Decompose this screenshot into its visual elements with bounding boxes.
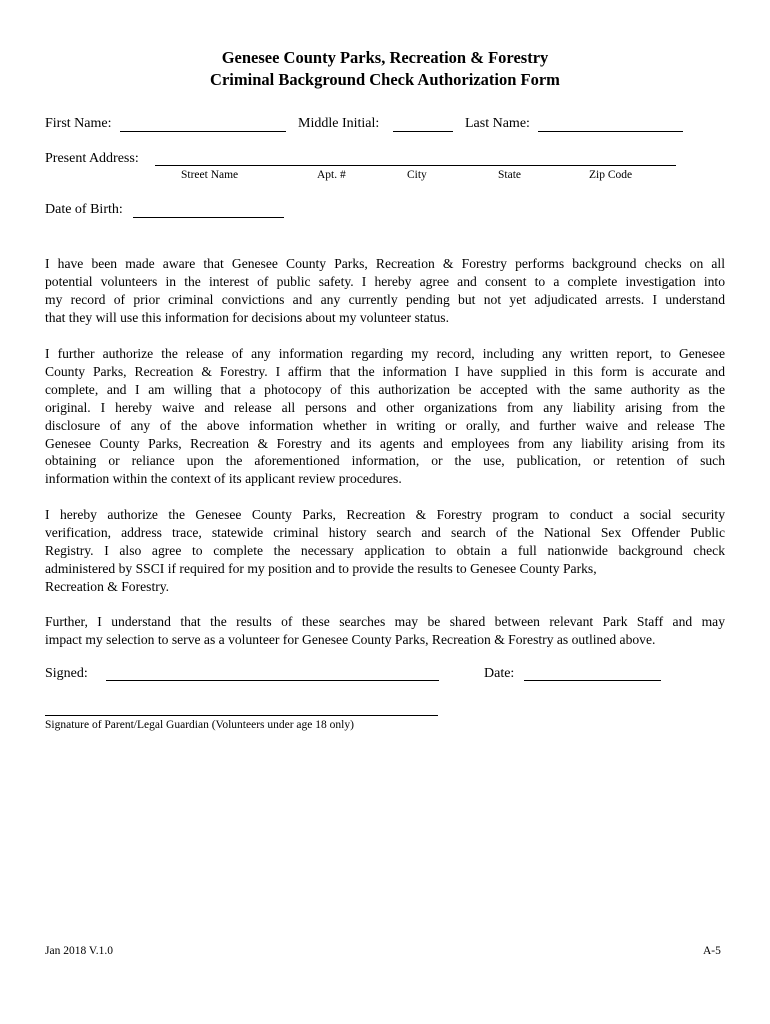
address-sublabel-state: State bbox=[498, 169, 521, 181]
paragraph-line: that they will use this information for decisions about my volunteer status. bbox=[45, 309, 449, 325]
date-label: Date: bbox=[484, 666, 515, 681]
paragraph-line: my record of prior criminal convictions and any currently pending but not yet adjudicated arrests. I understand bbox=[45, 291, 725, 307]
first-name-field[interactable] bbox=[120, 131, 286, 132]
address-sublabel-zip: Zip Code bbox=[589, 169, 633, 181]
paragraph-line: impact my selection to serve as a volunteer for Genesee County Parks, Recreation & Forestry as outlined above. bbox=[45, 631, 656, 647]
paragraph-line: administered by SSCI if required for my position and to provide the results to Genesee County Parks, bbox=[45, 560, 597, 576]
dob-label: Date of Birth: bbox=[45, 202, 123, 217]
address-sublabel-apt: Apt. # bbox=[317, 169, 346, 181]
footer-version: Jan 2018 V.1.0 bbox=[45, 945, 113, 957]
footer-page-number: A-5 bbox=[703, 945, 721, 957]
paragraph-line: County Parks, Recreation & Forestry. I affirm that the information I have supplied in this form is accurate and bbox=[45, 363, 725, 379]
address-sublabel-street: Street Name bbox=[181, 169, 239, 181]
paragraph-line: disclosure of any of the above information whether in writing or orally, and further waive and release The bbox=[45, 417, 725, 433]
paragraph-line: verification, address trace, statewide criminal history search and search of the National Sex Offender Public bbox=[45, 524, 725, 540]
paragraph-line: Further, I understand that the results of these searches may be shared between relevant Park Staff and may bbox=[45, 614, 725, 629]
paragraph-line: I hereby authorize the Genesee County Parks, Recreation & Forestry program to conduct a social security bbox=[45, 507, 725, 522]
paragraph-line: complete, and I am willing that a photocopy of this authorization be accepted with the same authority as the bbox=[45, 381, 725, 397]
authorization-paragraph-4 bbox=[45, 613, 725, 649]
paragraph-line: original. I hereby waive and release all persons and other organizations from any liability arising from the bbox=[45, 399, 725, 415]
last-name-label: Last Name: bbox=[465, 116, 530, 131]
last-name-field[interactable] bbox=[538, 131, 683, 132]
paragraph-line: Registry. I also agree to complete the necessary application to obtain a full nationwide background check bbox=[45, 542, 725, 558]
address-sublabel-city: City bbox=[407, 169, 427, 181]
signed-label: Signed: bbox=[45, 666, 88, 681]
middle-initial-label: Middle Initial: bbox=[298, 116, 380, 131]
guardian-signature-label: Signature of Parent/Legal Guardian (Volunteers under age 18 only) bbox=[45, 719, 354, 731]
paragraph-line: Recreation & Forestry. bbox=[45, 578, 170, 594]
authorization-paragraph-3 bbox=[45, 506, 725, 596]
paragraph-line: information within the context of its applicant review procedures. bbox=[45, 471, 402, 487]
guardian-signature-field[interactable] bbox=[45, 715, 438, 716]
authorization-paragraph-1 bbox=[45, 255, 725, 327]
paragraph-line: I have been made aware that Genesee County Parks, Recreation & Forestry performs background checks on all bbox=[45, 256, 725, 271]
first-name-label: First Name: bbox=[45, 116, 112, 131]
present-address-field[interactable] bbox=[155, 165, 676, 166]
paragraph-line: Genesee County Parks, Recreation & Forestry and its agents and employees from any liability arising from its bbox=[45, 435, 725, 451]
paragraph-line: potential volunteers in the interest of public safety. I hereby agree and consent to a complete investigation into bbox=[45, 273, 725, 289]
dob-field[interactable] bbox=[133, 217, 284, 218]
present-address-label: Present Address: bbox=[45, 151, 139, 166]
authorization-paragraph-2 bbox=[45, 345, 725, 488]
form-title-line-2: Criminal Background Check Authorization Form bbox=[210, 70, 560, 89]
middle-initial-field[interactable] bbox=[393, 131, 453, 132]
paragraph-line: I further authorize the release of any information regarding my record, including any written report, to Genesee bbox=[45, 346, 725, 361]
date-field[interactable] bbox=[524, 680, 661, 681]
signature-field[interactable] bbox=[106, 680, 439, 681]
paragraph-line: obtaining or reliance upon the aforementioned information, or the use, publication, or retention of such bbox=[45, 453, 725, 469]
form-title-line-1: Genesee County Parks, Recreation & Forestry bbox=[221, 48, 549, 67]
